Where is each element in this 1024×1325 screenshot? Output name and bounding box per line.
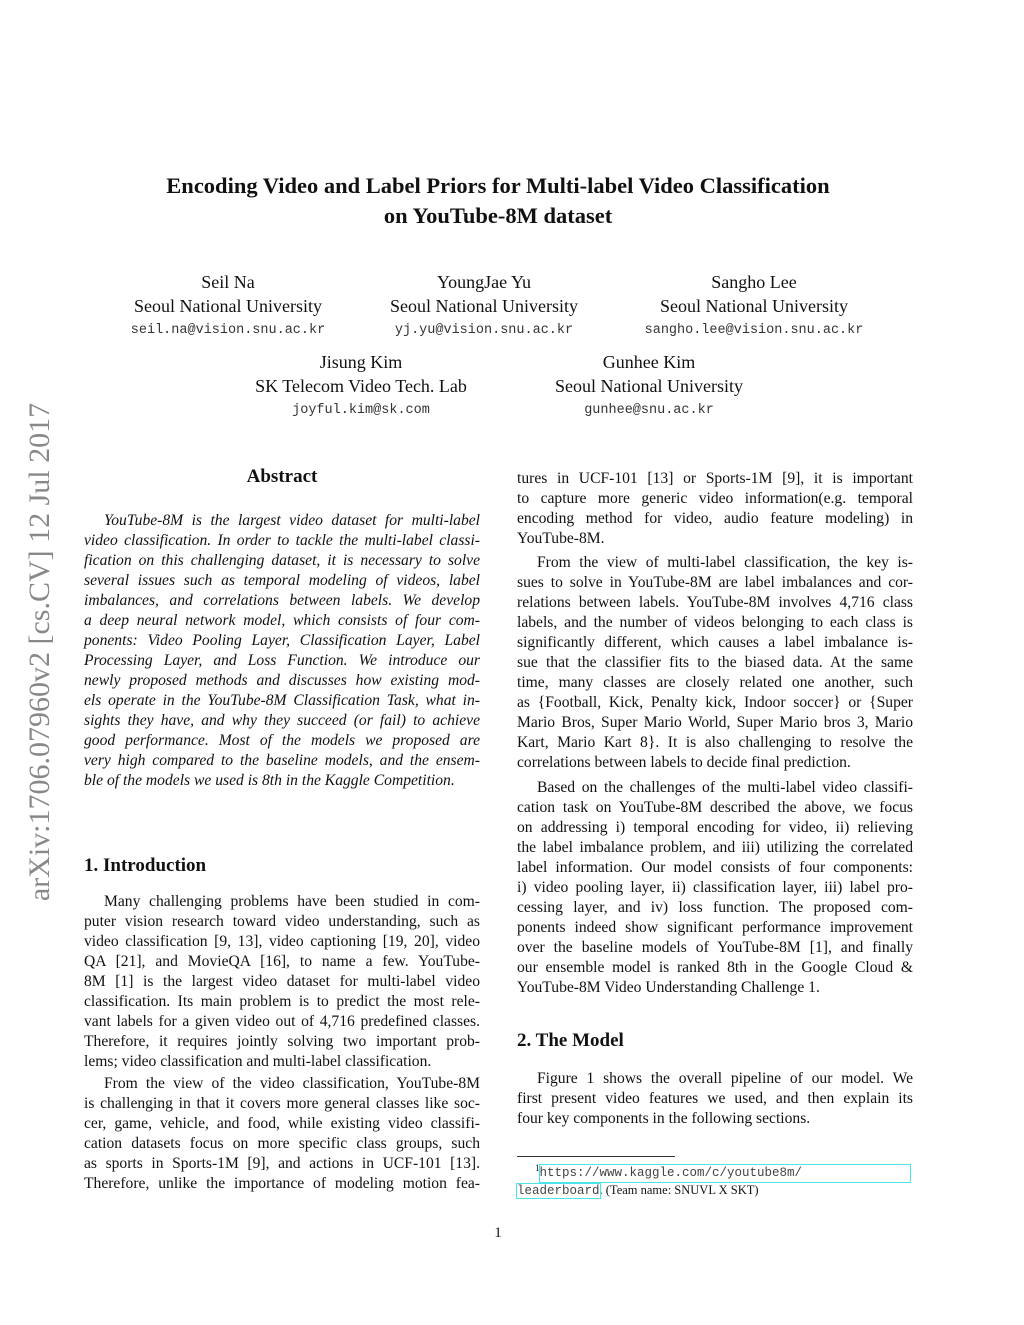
text-line: puter vision research toward video understanding, such as [84, 913, 480, 930]
text-line: time, many classes are closely related one another, such [517, 674, 913, 691]
text-line: on addressing i) temporal encoding for video, ii) relieving [517, 819, 913, 836]
text-line: ble of the models we used is 8th in the Kaggle Competition. [84, 772, 455, 789]
footnote-url-link-continued[interactable]: leaderboard [517, 1184, 600, 1199]
text-line: lems; video classification and multi-label classification. [84, 1053, 432, 1070]
arxiv-side-label: arXiv:1706.07960v2 [cs.CV] 12 Jul 2017 [23, 402, 56, 902]
text-line: tures in UCF-101 [13] or Sports-1M [9], it is important [517, 470, 913, 487]
author-affiliation: Seoul National University [660, 296, 848, 316]
author-email: gunhee@snu.ac.kr [584, 403, 714, 418]
text-line: our ensemble model is ranked 8th in the Google Cloud & [517, 959, 913, 976]
text-line: sues to solve in YouTube-8M are label imbalances and cor- [517, 574, 913, 591]
intro-paragraph-1 [84, 892, 480, 1072]
author-affiliation: Seoul National University [390, 296, 578, 316]
text-line: Kart, Mario Kart 8}. It is also challenging to resolve the [517, 734, 913, 751]
text-line: Processing Layer, and Loss Function. We introduce our [84, 652, 480, 669]
right-paragraph-3 [517, 778, 913, 998]
text-line: several issues such as temporal modeling of videos, label [84, 572, 480, 589]
text-line: significantly different, which causes a label imbalance is- [517, 634, 913, 651]
text-line: to capture more generic video information(e.g. temporal [517, 490, 913, 507]
author-email: sangho.lee@vision.snu.ac.kr [644, 323, 864, 338]
author-email: seil.na@vision.snu.ac.kr [130, 323, 326, 338]
text-line: good performance. Most of the models we proposed are [84, 732, 480, 749]
author-block [334, 270, 634, 344]
text-line: QA [21], and MovieQA [16], to name a few. YouTube- [84, 953, 480, 970]
model-paragraph-1 [517, 1069, 913, 1129]
author-block [211, 350, 511, 424]
text-line: YouTube-8M. [517, 530, 605, 547]
text-line: 8M [1] is the largest video dataset for multi-label video [84, 973, 480, 990]
author-name: Gunhee Kim [602, 352, 696, 372]
text-line: first present video features we used, and then explain its [517, 1090, 913, 1107]
text-line: labels, and the number of videos belonging to each class is [517, 614, 913, 631]
text-line: classification. Its main problem is to predict the most rele- [84, 993, 480, 1010]
footnote-note: . (Team name: SNUVL X SKT) [599, 1183, 759, 1198]
text-line: a deep neural network model, which consists of four com- [84, 612, 480, 629]
text-line: as sports in Sports-1M [9], and actions in UCF-101 [13]. [84, 1155, 480, 1172]
text-line: imbalances, and correlations between labels. We develop [84, 592, 480, 609]
text-line: the label imbalance problem, and iii) utilizing the correlated [517, 839, 913, 856]
author-email: yj.yu@vision.snu.ac.kr [394, 323, 574, 338]
intro-paragraph-2 [84, 1074, 480, 1194]
text-line: label information. Our model consists of four components: [517, 859, 913, 876]
author-name: YoungJae Yu [436, 272, 532, 292]
author-name: Jisung Kim [319, 352, 403, 372]
text-line: four key components in the following sections. [517, 1110, 811, 1127]
text-line: i) video pooling layer, ii) classification layer, iii) label pro- [517, 879, 913, 896]
text-line: Figure 1 shows the overall pipeline of our model. We [537, 1070, 913, 1087]
text-line: Mario Bros, Super Mario World, Super Mario bros 3, Mario [517, 714, 913, 731]
text-line: relations between labels. YouTube-8M involves 4,716 class [517, 594, 913, 611]
page-number: 1 [494, 1225, 502, 1241]
text-line: YouTube-8M Video Understanding Challenge 1. [517, 979, 820, 996]
text-line: From the view of the video classification, YouTube-8M [104, 1075, 480, 1092]
text-line: cation task on YouTube-8M described the above, we focus [517, 799, 913, 816]
text-line: YouTube-8M is the largest video dataset for multi-label [104, 512, 480, 529]
author-block [78, 270, 378, 344]
text-line: cessing layer, and iv) loss function. The proposed com- [517, 899, 913, 916]
text-line: ponents indeed show significant performance improvement [517, 919, 913, 936]
author-block [499, 350, 799, 424]
text-line: fication on this challenging dataset, it is necessary to solve [84, 552, 480, 569]
paper-title-line-2: on YouTube-8M dataset [383, 203, 613, 228]
right-paragraph-2 [517, 553, 913, 773]
footnote-mark: 1 [535, 1163, 540, 1173]
right-paragraph-1 [517, 469, 913, 549]
text-line: sue that the classifier fits to the biased data. At the same [517, 654, 913, 671]
text-line: video classification [9, 13], video captioning [19, 20], video [84, 933, 480, 950]
abstract-heading: Abstract [246, 466, 318, 487]
author-name: Seil Na [201, 272, 255, 292]
text-line: is challenging in that it covers more general classes like soc- [84, 1095, 480, 1112]
text-line: Many challenging problems have been studied in com- [104, 893, 480, 910]
paper-title-line-1: Encoding Video and Label Priors for Multi-label Video Classification [166, 173, 830, 198]
author-name: Sangho Lee [711, 272, 797, 292]
text-line: cer, game, vehicle, and food, while existing video classifi- [84, 1115, 480, 1132]
text-line: ponents: Video Pooling Layer, Classification Layer, Label [84, 632, 480, 649]
footnote [517, 1160, 917, 1200]
text-line: From the view of multi-label classification, the key is- [537, 554, 913, 571]
text-line: very high compared to the baseline models, and the ensem- [84, 752, 480, 769]
author-email: joyful.kim@sk.com [292, 403, 430, 418]
text-line: video classification. In order to tackle the multi-label classi- [84, 532, 480, 549]
text-line: els operate in the YouTube-8M Classification Task, what in- [84, 692, 480, 709]
text-line: Based on the challenges of the multi-label video classifi- [537, 779, 913, 796]
author-affiliation: Seoul National University [555, 376, 743, 396]
text-line: encoding method for video, audio feature modeling) in [517, 510, 913, 527]
text-line: over the baseline models of YouTube-8M [1], and finally [517, 939, 913, 956]
footnote-url-link[interactable]: https://www.kaggle.com/c/youtube8m/ [540, 1165, 910, 1182]
author-block [604, 270, 904, 344]
text-line: newly proposed methods and discusses how existing mod- [84, 672, 480, 689]
text-line: Therefore, unlike the importance of modeling motion fea- [84, 1175, 480, 1192]
text-line: as {Football, Kick, Penalty kick, Indoor soccer} or {Super [517, 694, 913, 711]
author-affiliation: SK Telecom Video Tech. Lab [255, 376, 467, 396]
abstract-text [84, 511, 480, 791]
text-line: correlations between labels to decide final prediction. [517, 754, 851, 771]
footnote-rule [517, 1156, 675, 1157]
author-affiliation: Seoul National University [134, 296, 322, 316]
text-line: Therefore, it requires jointly solving two important prob- [84, 1033, 480, 1050]
text-line: vant labels for a given video out of 4,716 predefined classes. [84, 1013, 480, 1030]
text-line: sights they have, and why they succeed (or fail) to achieve [84, 712, 480, 729]
text-line: cation datasets focus on more specific class groups, such [84, 1135, 480, 1152]
introduction-heading: 1. Introduction [84, 855, 207, 876]
model-heading: 2. The Model [517, 1030, 624, 1051]
